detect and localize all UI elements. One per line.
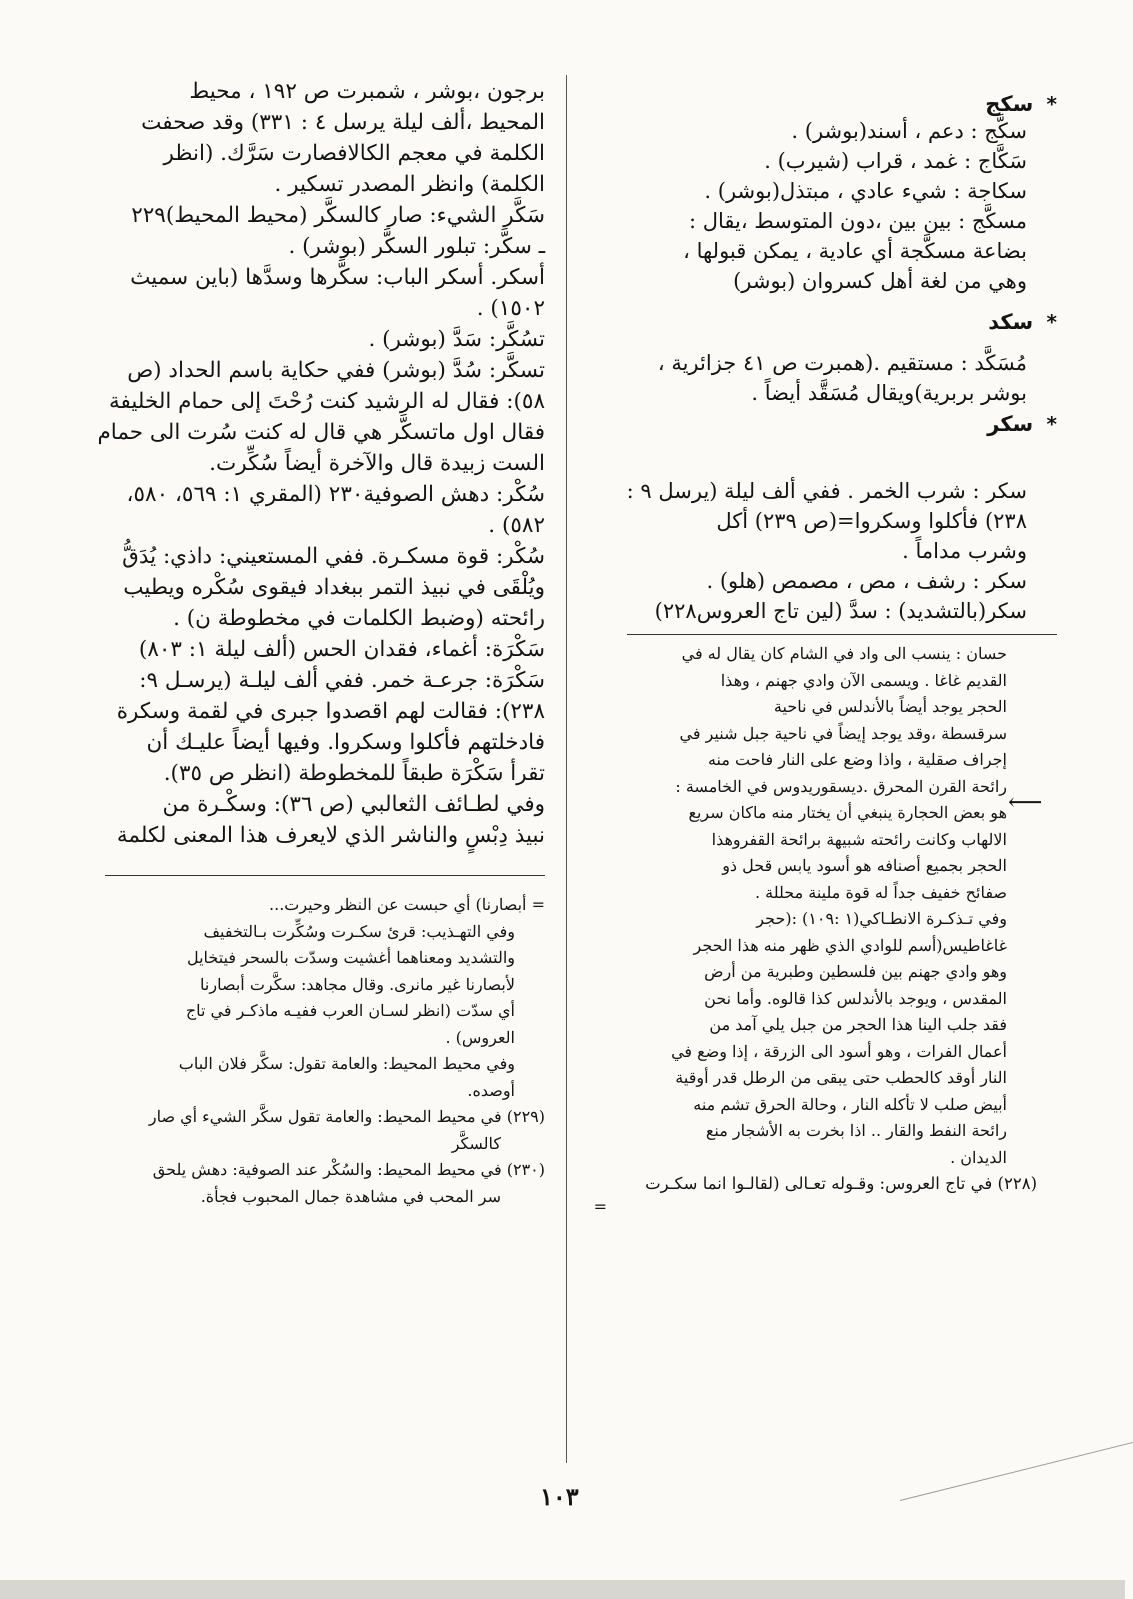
footnote-line: غاغاطيس(أسم للوادي الذي ظهر منه هذا الحجر [693, 935, 1007, 955]
star-marker: * [1046, 412, 1057, 436]
entry-heading: * سكر [987, 412, 1057, 436]
footnote-line: أي سدّت (انظر لسـان العرب ففيـه ماذكـر في تاج [185, 1001, 515, 1020]
entry-line: بضاعة مسكَّجة أي عادية ، يمكن قبولها ، [683, 239, 1027, 263]
footnote-line: العروس) . [445, 1027, 515, 1047]
footnote-line: أوصده. [467, 1080, 515, 1100]
column-divider [566, 75, 567, 1463]
body-line: ٥٨٢) . [488, 513, 545, 538]
body-line: فادخلتهم فأكلوا وسكروا. وفيها أيضاً عليـك أن [146, 730, 545, 755]
footnote-line: رائحة القرن المحرق .ديسقوريدوس في الخامسة : [675, 776, 1007, 796]
footnote-continuation-mark: = [593, 1196, 607, 1216]
footnote-line: سرقسطة ،وقد يوجد إيضاً في ناحية جبل شنير في [679, 723, 1007, 743]
footnote-line: صفائح خفيف جداً له قوة ملينة محللة . [754, 882, 1007, 902]
footnote-line: إجراف صقلية ، واذا وضع على النار فاحت منه [707, 750, 1007, 769]
footnote-line: أعمال الفرات ، وهو أسود الى الزرقة ، إذا وضع في [671, 1041, 1007, 1061]
footnote-line: والتشديد ومعناهما أغشيت وسدّت بالسحر فيتخايل [186, 948, 515, 967]
entry-heading: * سكد [988, 310, 1057, 334]
body-line: سَكْرَة: جرعـة خمر. ففي ألف ليلـة (يرسـل ٩: [139, 668, 545, 693]
footnote-line: فقد جلب الينا هذا الحجر من جبل يلي آمد من [709, 1015, 1007, 1034]
left-arrow-icon: ⟵ [1008, 788, 1043, 816]
left-column [97, 76, 545, 1210]
star-marker: * [1046, 92, 1057, 116]
footnote-line: (٢٢٨) في تاج العروس: وقـوله تعـالى (لقالـوا انما سكـرت [645, 1174, 1037, 1193]
footnote-line: النار أوقد كالحطب حتى يبقى من الرطل قدر أوقية [675, 1068, 1007, 1087]
entry-line: سكر : شرب الخمر . ففي ألف ليلة (يرسل ٩ : [626, 479, 1027, 503]
body-line: أسكر. أسكر الباب: سكَّرها وسدَّها (باين سميث [130, 265, 545, 290]
page-number: ١٠٣ [540, 1482, 579, 1511]
entry-line: سكَّج : دعم ، أسند(بوشر) . [791, 119, 1027, 143]
body-line: تسُكَّر: سَدَّ (بوشر) . [368, 327, 545, 352]
footnote-line: الحجر يوجد أيضاً بالأندلس في ناحية [773, 697, 1007, 716]
entry-line: مسكَّج : بين بين ،دون المتوسط ،يقال : [688, 209, 1027, 233]
body-line: الكلمة) وانظر المصدر تسكير . [274, 172, 545, 197]
body-line: نبيذ دِبْسٍ والناشر الذي لايعرف هذا المعنى لكلمة [116, 823, 545, 848]
entry-heading: * سكج [985, 92, 1057, 116]
body-line: تسكَّر: سُدَّ (بوشر) ففي حكاية باسم الحداد (ص [127, 358, 545, 383]
footnote-line: وفي التهـذيب: قرئ سكـرت وسُكِّرت بـالتخفيف [203, 921, 515, 941]
entry-line: مُسَكَّد : مستقيم .(همبرت ص ٤١ جزائرية ، [657, 351, 1027, 375]
body-line: ـ سكَّر: تبلور السكَّر (بوشر) . [288, 234, 545, 259]
entry-line: سكر(بالتشديد) : سدَّ (لين تاج العروس٢٢٨) [654, 599, 1027, 623]
footnote-line: = أبصارنا) أي حبست عن النظر وحيرت... [269, 895, 545, 914]
footnote-line: هو بعض الحجارة ينبغي أن يختار منه ماكان سريع [688, 803, 1007, 822]
body-line: سُكْر: قوة مسكـرة. ففي المستعيني: داذي: يُدَقُّ [122, 544, 545, 569]
entry-line: وشرب مداماً . [902, 539, 1027, 563]
body-line: فقال اول ماتسكَّر هي قال له كنت سُرت الى حمام [97, 420, 545, 445]
footnote-line: كالسكَّر [451, 1133, 501, 1153]
footnote-line: وفي محيط المحيط: والعامة تقول: سكَّر فلان الباب [178, 1054, 515, 1073]
footnote-separator [627, 634, 1057, 635]
footnote-line: رائحة النفط والقار .. اذا بخرت به الأشجار منع [705, 1121, 1007, 1140]
body-line: المحيط ،ألف ليلة يرسل ٤ : ٣٣١) وقد صحفت [141, 110, 545, 135]
footnote-line: الديدان . [950, 1147, 1007, 1167]
body-line: سُكْر: دهش الصوفية٢٣٠ (المقري ١: ٥٦٩، ٥٨٠، [126, 482, 545, 507]
footnote-line: (٢٢٩) في محيط المحيط: والعامة تقول سكَّر الشيء أي صار [148, 1107, 545, 1126]
right-footnotes [597, 641, 1057, 1171]
footnote-line: لأبصارنا غير مانرى. وقال مجاهد: سكَّرت أبصارنا [200, 974, 515, 994]
footnote-line: القديم غاغا . ويسمى الآن وادي جهنم ، وهذا [720, 670, 1007, 690]
body-line: ويُلْقَى في نبيذ التمر ببغداد فيقوى سُكْره ويطيب [123, 575, 545, 600]
scan-edge [0, 1580, 1125, 1599]
body-line: الكلمة في معجم الكالافصارت سَرَّك. (انظر [163, 141, 545, 166]
footnote-line: حسان : ينسب الى واد في الشام كان يقال له في [681, 644, 1007, 663]
body-line: سَكَّر الشيء: صار كالسكَّر (محيط المحيط)٢٢٩ [131, 203, 545, 228]
body-line: الست زبيدة قال والآخرة أيضاً سُكِّرت. [209, 451, 545, 476]
entry-line: وهي من لغة أهل كسروان (بوشر) [733, 269, 1027, 293]
entry-line: ٢٣٨) فأكلوا وسكروا=(ص ٢٣٩) أكل [716, 509, 1027, 533]
star-marker: * [1046, 310, 1057, 334]
body-line: ٢٣٨): فقالت لهم اقصدوا جبرى في لقمة وسكرة [116, 699, 545, 724]
right-column [593, 82, 1057, 1216]
footnote-line: وهو وادي جهنم بين فلسطين وطبرية من أرض [704, 962, 1007, 981]
body-line: سَكْرَة: أغماء، فقدان الحس (ألف ليلة ١: ٨٠٣) [138, 637, 545, 662]
entry-line: سَكَّاج : غمد ، قراب (شيرب) . [764, 149, 1027, 173]
body-line: تقرأ سَكْرَة طبقاً للمخطوطة (انظر ص ٣٥). [163, 761, 545, 786]
body-line: برجون ،بوشر ، شمبرت ص ١٩٢ ، محيط [189, 79, 545, 104]
body-line: وفي لطـائف الثعالبي (ص ٣٦): وسكْـرة من [162, 792, 545, 817]
footnote-line: الالهاب وكانت رائحته شبيهة برائحة القفروهذا [711, 829, 1007, 849]
body-line: ٥٨): فقال له الرشيد كنت رُحْتَ إلى حمام الخليفة [108, 389, 545, 414]
entry-line: سكاجة : شيء عادي ، مبتذل(بوشر) . [704, 179, 1027, 203]
entry-line: سكر : رشف ، مص ، مصمص (هلو) . [706, 569, 1027, 593]
footnote-line: (٢٣٠) في محيط المحيط: والسُكْر عند الصوفية: دهش يلحق [152, 1160, 545, 1179]
footnote-line: أبيض صلب لا تأكله النار ، وحالة الحرق تشم منه [693, 1094, 1007, 1114]
body-line: ١٥٠٢) . [476, 296, 545, 321]
footnote-line: وفي تـذكـرة الانطـاكي(١ :١٠٩) :(حجر [756, 909, 1007, 928]
footnote-line: المقدس ، ويوجد بالأندلس كذا قالوه. وأما نحن [704, 988, 1007, 1008]
footnote-separator [105, 875, 545, 876]
footnote-line: سر المحب في مشاهدة جمال المحبوب فجأة. [200, 1186, 501, 1206]
scan-artifact-line [900, 1442, 1133, 1501]
body-line: رائحته (وضبط الكلمات في مخطوطة ن) . [173, 606, 545, 631]
footnote-line: الحجر بجميع أصنافه هو أسود يابس قحل ذو [722, 856, 1007, 875]
left-footnotes [100, 892, 545, 1210]
entry-line: بوشر بربرية)ويقال مُسَقَّد أيضاً . [751, 381, 1027, 405]
